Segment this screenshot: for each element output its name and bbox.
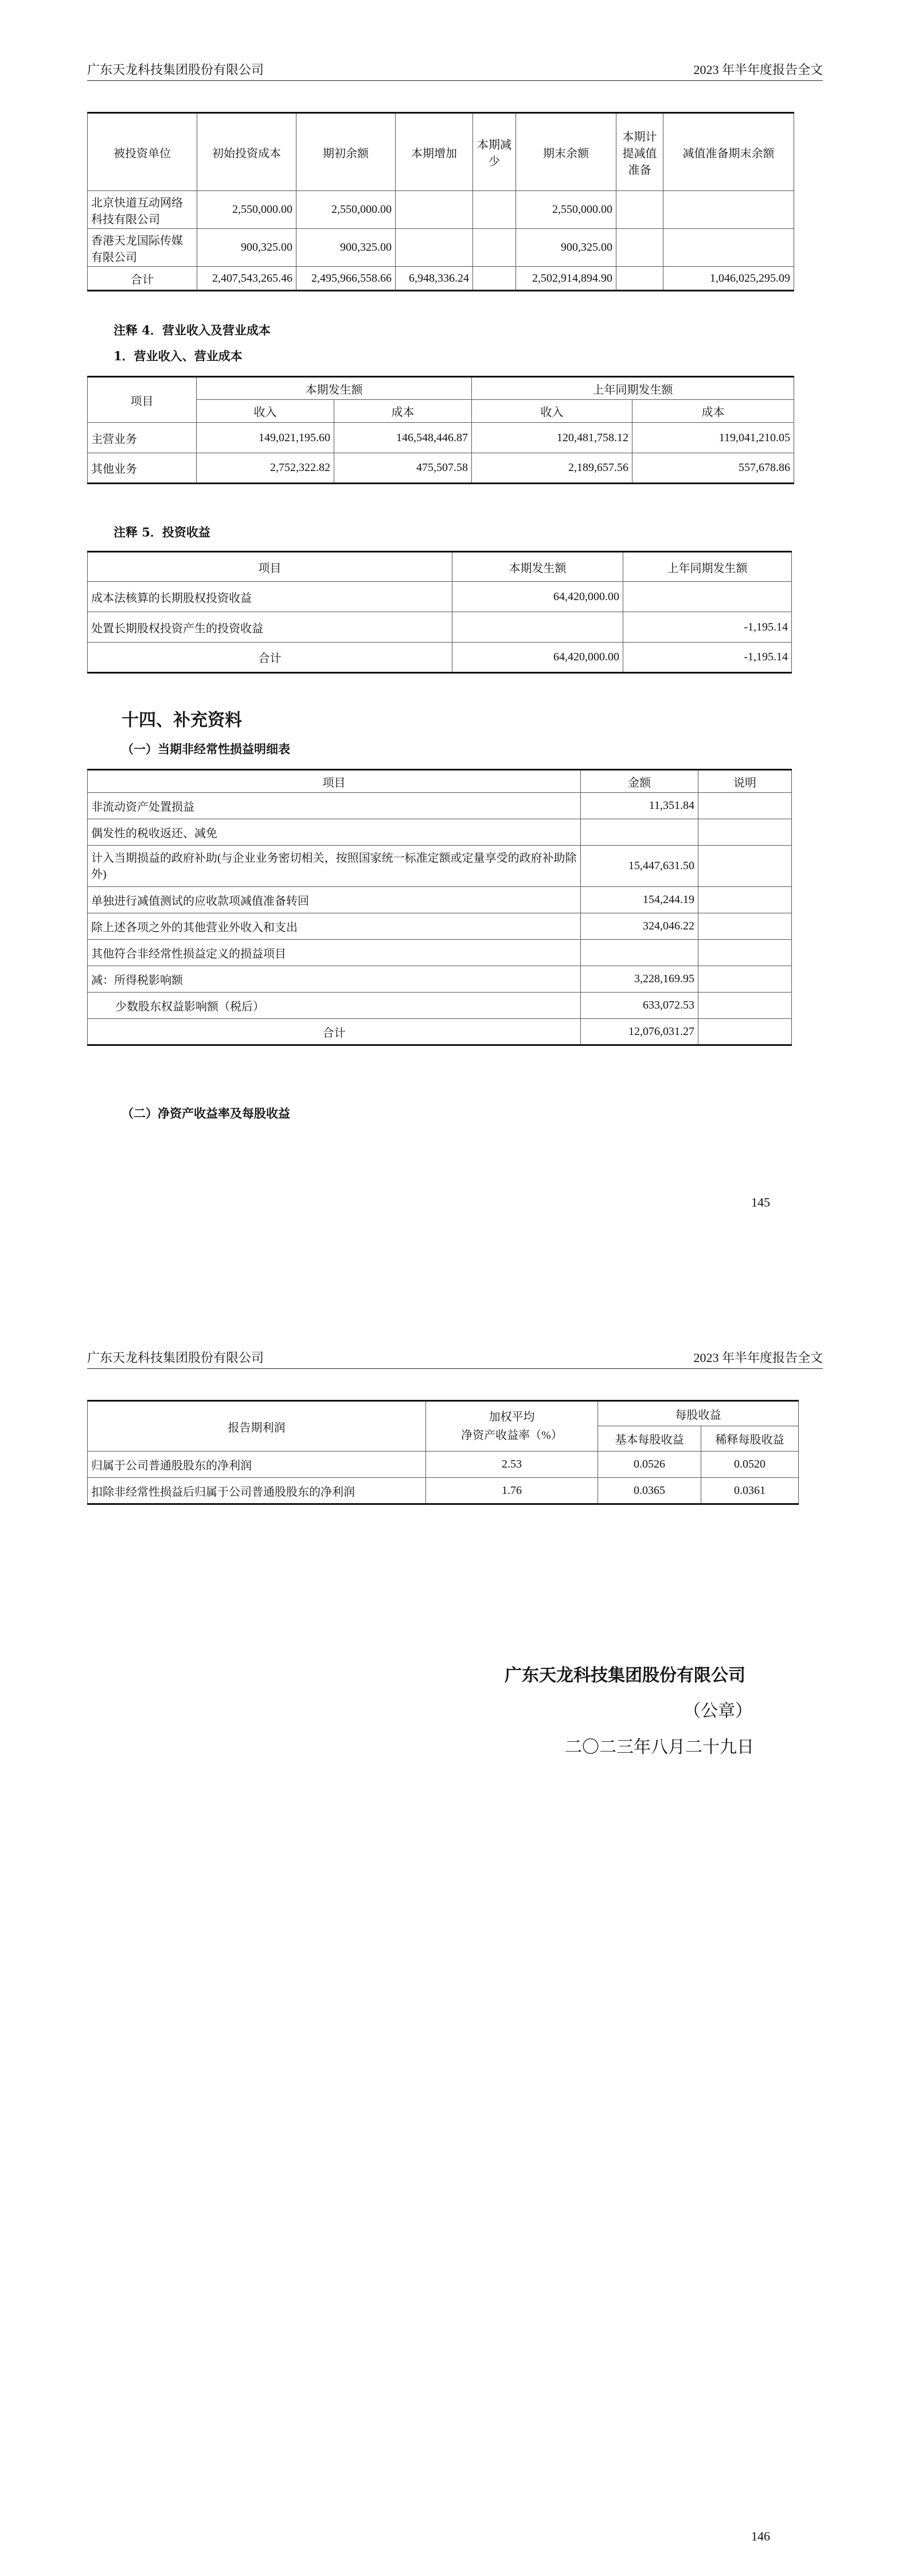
table-header-row (88, 552, 792, 582)
cell: 12,076,031.27 (581, 1019, 698, 1045)
table-header-row (88, 770, 792, 793)
table-total-row (88, 1019, 792, 1045)
note4-title: 注释 4．营业收入及营业成本 (114, 323, 271, 337)
th-roe-line2: 净资产收益率（%） (461, 1429, 563, 1442)
cell: 0.0526 (598, 1452, 701, 1478)
cell: 其他符合非经常性损益定义的损益项目 (88, 940, 581, 966)
cell: 11,351.84 (581, 793, 698, 819)
table-row (88, 993, 792, 1019)
section14-sub1: （一）当期非经常性损益明细表 (122, 742, 290, 756)
th-current: 本期发生额 (452, 552, 623, 582)
cell: 0.0361 (701, 1478, 799, 1504)
section14-sub2: （二）净资产收益率及每股收益 (122, 1106, 290, 1120)
th-diluted-eps: 稀释每股收益 (701, 1426, 799, 1452)
table-row (88, 423, 794, 453)
th-increase: 本期增加 (396, 113, 473, 191)
cell: 除上述各项之外的其他营业外收入和支出 (88, 913, 581, 940)
cell (698, 1019, 792, 1045)
eps-table (87, 1400, 799, 1505)
table-header-row (88, 113, 794, 191)
cell: 119,041,210.05 (632, 423, 794, 453)
cell (698, 966, 792, 993)
signature-date: 二〇二三年八月二十九日 (565, 1737, 754, 1757)
th-revenue: 收入 (197, 400, 334, 423)
cell: 149,021,195.60 (197, 423, 334, 453)
cell (473, 267, 516, 291)
cell: 2,407,543,265.46 (197, 267, 296, 291)
investment-table (87, 112, 794, 291)
header-company: 广东天龙科技集团股份有限公司 (87, 63, 264, 77)
note5-title: 注释 5．投资收益 (114, 525, 210, 539)
cell: 扣除非经常性损益后归属于公司普通股股东的净利润 (88, 1478, 426, 1504)
table-row (88, 229, 794, 267)
revenue-cost-table (87, 376, 794, 484)
cell: 557,678.86 (632, 453, 794, 484)
th-impairment: 本期计提减值准备 (616, 113, 663, 191)
cell: 0.0365 (598, 1478, 701, 1504)
cell: 2,189,657.56 (472, 453, 632, 484)
cell (616, 229, 663, 267)
th-prior: 上年同期发生额 (623, 552, 792, 582)
cell: 154,244.19 (581, 887, 698, 913)
signature-company: 广东天龙科技集团股份有限公司 (505, 1666, 745, 1686)
th-basic-eps: 基本每股收益 (598, 1426, 701, 1452)
cell: 合计 (88, 1019, 581, 1045)
cell: 633,072.53 (581, 993, 698, 1019)
cell (616, 191, 663, 229)
cell (663, 191, 794, 229)
th-decrease: 本期减少 (473, 113, 516, 191)
cell: 非流动资产处置损益 (88, 793, 581, 819)
cell: 2,550,000.00 (296, 191, 396, 229)
cell: 合计 (88, 267, 197, 291)
cell: 900,325.00 (296, 229, 396, 267)
th-impairment-end: 减值准备期末余额 (663, 113, 794, 191)
table-row (88, 191, 794, 229)
table-row (88, 913, 792, 940)
cell: 15,447,631.50 (581, 846, 698, 887)
cell (698, 913, 792, 940)
cell: 香港天龙国际传媒有限公司 (88, 229, 197, 267)
cell (581, 819, 698, 846)
table-row (88, 819, 792, 846)
table-row (88, 582, 792, 612)
cell: 偶发性的税收返还、减免 (88, 819, 581, 846)
cell: 475,507.58 (334, 453, 472, 484)
th-item: 项目 (88, 770, 581, 793)
th-current: 本期发生额 (197, 377, 472, 400)
cell (396, 191, 473, 229)
page-number: 145 (751, 1195, 770, 1209)
th-roe-line1: 加权平均 (489, 1411, 535, 1423)
investment-income-table (87, 551, 792, 674)
cell: 减：所得税影响额 (88, 966, 581, 993)
cell (698, 793, 792, 819)
cell: 3,228,169.95 (581, 966, 698, 993)
cell: 64,420,000.00 (452, 582, 623, 612)
cell: 处置长期股权投资产生的投资收益 (88, 612, 452, 643)
cell (452, 612, 623, 643)
th-profit: 报告期利润 (88, 1401, 426, 1452)
cell (616, 267, 663, 291)
cell: 1.76 (426, 1478, 598, 1504)
cell: 146,548,446.87 (334, 423, 472, 453)
note4-subtitle: 1．营业收入、营业成本 (114, 349, 243, 363)
table-row (88, 453, 794, 484)
th-closing: 期末余额 (516, 113, 616, 191)
cell: 1,046,025,295.09 (663, 267, 794, 291)
th-amount: 金额 (581, 770, 698, 793)
cell (473, 191, 516, 229)
cell: 合计 (88, 643, 452, 673)
header-report: 2023 年半年度报告全文 (693, 1351, 823, 1365)
table-row (88, 940, 792, 966)
cell: 归属于公司普通股股东的净利润 (88, 1452, 426, 1478)
cell (698, 887, 792, 913)
cell: 少数股东权益影响额（税后） (88, 993, 581, 1019)
cell: 计入当期损益的政府补助(与企业业务密切相关，按照国家统一标准定额或定量享受的政府补助除外) (88, 846, 581, 887)
table-row (88, 612, 792, 643)
th-item: 项目 (88, 377, 197, 423)
table-row (88, 1478, 799, 1504)
th-revenue: 收入 (472, 400, 632, 423)
th-note: 说明 (698, 770, 792, 793)
cell: 2,752,322.82 (197, 453, 334, 484)
cell: 6,948,336.24 (396, 267, 473, 291)
table-total-row (88, 267, 794, 291)
cell: 2,495,966,558.66 (296, 267, 396, 291)
cell (663, 229, 794, 267)
table-header-row (88, 1401, 799, 1426)
cell: 成本法核算的长期股权投资收益 (88, 582, 452, 612)
th-initial-cost: 初始投资成本 (197, 113, 296, 191)
th-item: 项目 (88, 552, 452, 582)
cell: 120,481,758.12 (472, 423, 632, 453)
cell (698, 993, 792, 1019)
th-cost: 成本 (632, 400, 794, 423)
table-row (88, 846, 792, 887)
page-number: 146 (751, 2529, 770, 2543)
non-recurring-table (87, 769, 792, 1046)
cell: 900,325.00 (197, 229, 296, 267)
table-total-row (88, 643, 792, 673)
cell: -1,195.14 (623, 612, 792, 643)
page-146 (0, 1288, 910, 2576)
cell (581, 940, 698, 966)
header-report: 2023 年半年度报告全文 (693, 63, 823, 77)
table-header-row (88, 377, 794, 400)
cell: 北京快道互动网络科技有限公司 (88, 191, 197, 229)
th-prior: 上年同期发生额 (472, 377, 794, 400)
table-row (88, 793, 792, 819)
table-row (88, 1452, 799, 1478)
th-eps: 每股收益 (598, 1401, 799, 1426)
cell (698, 940, 792, 966)
cell: 2,550,000.00 (516, 191, 616, 229)
header-company: 广东天龙科技集团股份有限公司 (87, 1351, 264, 1365)
signature-seal: （公章） (684, 1701, 752, 1721)
table-row (88, 887, 792, 913)
th-cost: 成本 (334, 400, 472, 423)
cell (698, 819, 792, 846)
cell: 2.53 (426, 1452, 598, 1478)
cell: 324,046.22 (581, 913, 698, 940)
cell: 900,325.00 (516, 229, 616, 267)
table-row (88, 966, 792, 993)
cell: 64,420,000.00 (452, 643, 623, 673)
cell: 其他业务 (88, 453, 197, 484)
cell: 主营业务 (88, 423, 197, 453)
th-opening: 期初余额 (296, 113, 396, 191)
cell: 2,550,000.00 (197, 191, 296, 229)
cell: 单独进行减值测试的应收款项减值准备转回 (88, 887, 581, 913)
th-roe (426, 1401, 598, 1452)
cell: 0.0520 (701, 1452, 799, 1478)
section14-title: 十四、补充资料 (122, 710, 242, 730)
cell (698, 846, 792, 887)
th-investee: 被投资单位 (88, 113, 197, 191)
cell: -1,195.14 (623, 643, 792, 673)
page-header (87, 1351, 823, 1369)
cell: 2,502,914,894.90 (516, 267, 616, 291)
cell (473, 229, 516, 267)
cell (396, 229, 473, 267)
cell (623, 582, 792, 612)
page-header (87, 63, 823, 81)
